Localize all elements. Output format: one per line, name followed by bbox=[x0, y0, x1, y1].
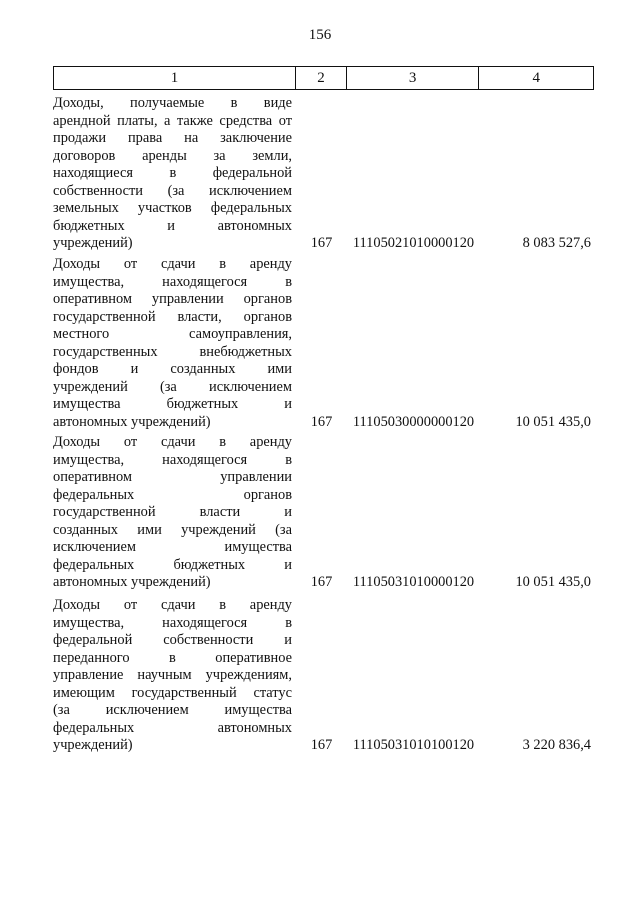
amount-value: 10 051 435,0 bbox=[515, 574, 591, 590]
description-line: Доходы, получаемые в виде bbox=[53, 95, 292, 111]
description-line: автономных учреждений) bbox=[53, 413, 211, 430]
description-line: Доходы от сдачи в аренду bbox=[53, 597, 292, 613]
row-description bbox=[53, 434, 292, 592]
description-line: имущества, находящегося в bbox=[53, 614, 292, 631]
budget-classification-code: 11105031010000120 bbox=[352, 574, 475, 590]
description-line: оперативном управлении bbox=[53, 469, 292, 485]
amount-value: 8 083 527,6 bbox=[522, 235, 591, 251]
description-line: переданного в оперативное bbox=[53, 649, 292, 666]
description-line: федеральных органов bbox=[53, 486, 292, 503]
description-line: (за исключением имущества bbox=[53, 702, 292, 718]
description-line: созданных ими учреждений (за bbox=[53, 521, 292, 538]
header-col-3: 3 bbox=[347, 67, 480, 89]
description-line: имущества бюджетных и bbox=[53, 396, 292, 412]
budget-classification-code: 11105031010100120 bbox=[352, 737, 475, 753]
description-line: автономных учреждений) bbox=[53, 574, 211, 590]
admin-code: 167 bbox=[310, 737, 333, 753]
description-line: управление научным учреждениям, bbox=[53, 667, 292, 683]
description-line: государственной власти, органов bbox=[53, 308, 292, 325]
description-line: государственных внебюджетных bbox=[53, 343, 292, 360]
description-line: государственной власти и bbox=[53, 504, 292, 520]
description-line: договоров аренды за земли, bbox=[53, 147, 292, 164]
header-col-4: 4 bbox=[532, 69, 540, 86]
description-line: фондов и созданных ими bbox=[53, 361, 292, 377]
description-line: собственности (за исключением bbox=[53, 182, 292, 199]
description-line: продажи права на заключение bbox=[53, 130, 292, 146]
description-line: федеральных автономных bbox=[53, 719, 292, 736]
admin-code: 167 bbox=[310, 574, 333, 590]
description-line: имущества, находящегося в bbox=[53, 273, 292, 290]
description-line: Доходы от сдачи в аренду bbox=[53, 434, 292, 450]
budget-classification-code: 11105021010000120 bbox=[352, 235, 475, 251]
header-col-2: 2 bbox=[296, 67, 347, 89]
amount-value: 3 220 836,4 bbox=[522, 737, 591, 753]
description-line: местного самоуправления, bbox=[53, 326, 292, 342]
description-line: учреждений (за исключением bbox=[53, 378, 292, 395]
description-line: учреждений) bbox=[53, 737, 133, 753]
admin-code: 167 bbox=[310, 413, 333, 430]
row-description bbox=[53, 95, 292, 253]
description-line: исключением имущества bbox=[53, 539, 292, 555]
description-line: бюджетных и автономных bbox=[53, 217, 292, 234]
admin-code: 167 bbox=[310, 235, 333, 251]
description-line: находящиеся в федеральной bbox=[53, 165, 292, 181]
page-number: 156 bbox=[308, 27, 332, 43]
description-line: оперативном управлении органов bbox=[53, 291, 292, 307]
table-header bbox=[53, 66, 594, 90]
description-line: учреждений) bbox=[53, 235, 133, 251]
row-description bbox=[53, 256, 292, 431]
description-line: федеральной собственности и bbox=[53, 632, 292, 648]
description-line: федеральных бюджетных и bbox=[53, 556, 292, 573]
description-line: Доходы от сдачи в аренду bbox=[53, 256, 292, 272]
description-line: земельных участков федеральных bbox=[53, 200, 292, 216]
header-col-1: 1 bbox=[54, 67, 296, 89]
budget-classification-code: 11105030000000120 bbox=[352, 413, 475, 430]
row-description bbox=[53, 597, 292, 755]
description-line: арендной платы, а также средства от bbox=[53, 112, 292, 129]
description-line: имеющим государственный статус bbox=[53, 684, 292, 701]
amount-value: 10 051 435,0 bbox=[515, 413, 591, 430]
description-line: имущества, находящегося в bbox=[53, 451, 292, 468]
